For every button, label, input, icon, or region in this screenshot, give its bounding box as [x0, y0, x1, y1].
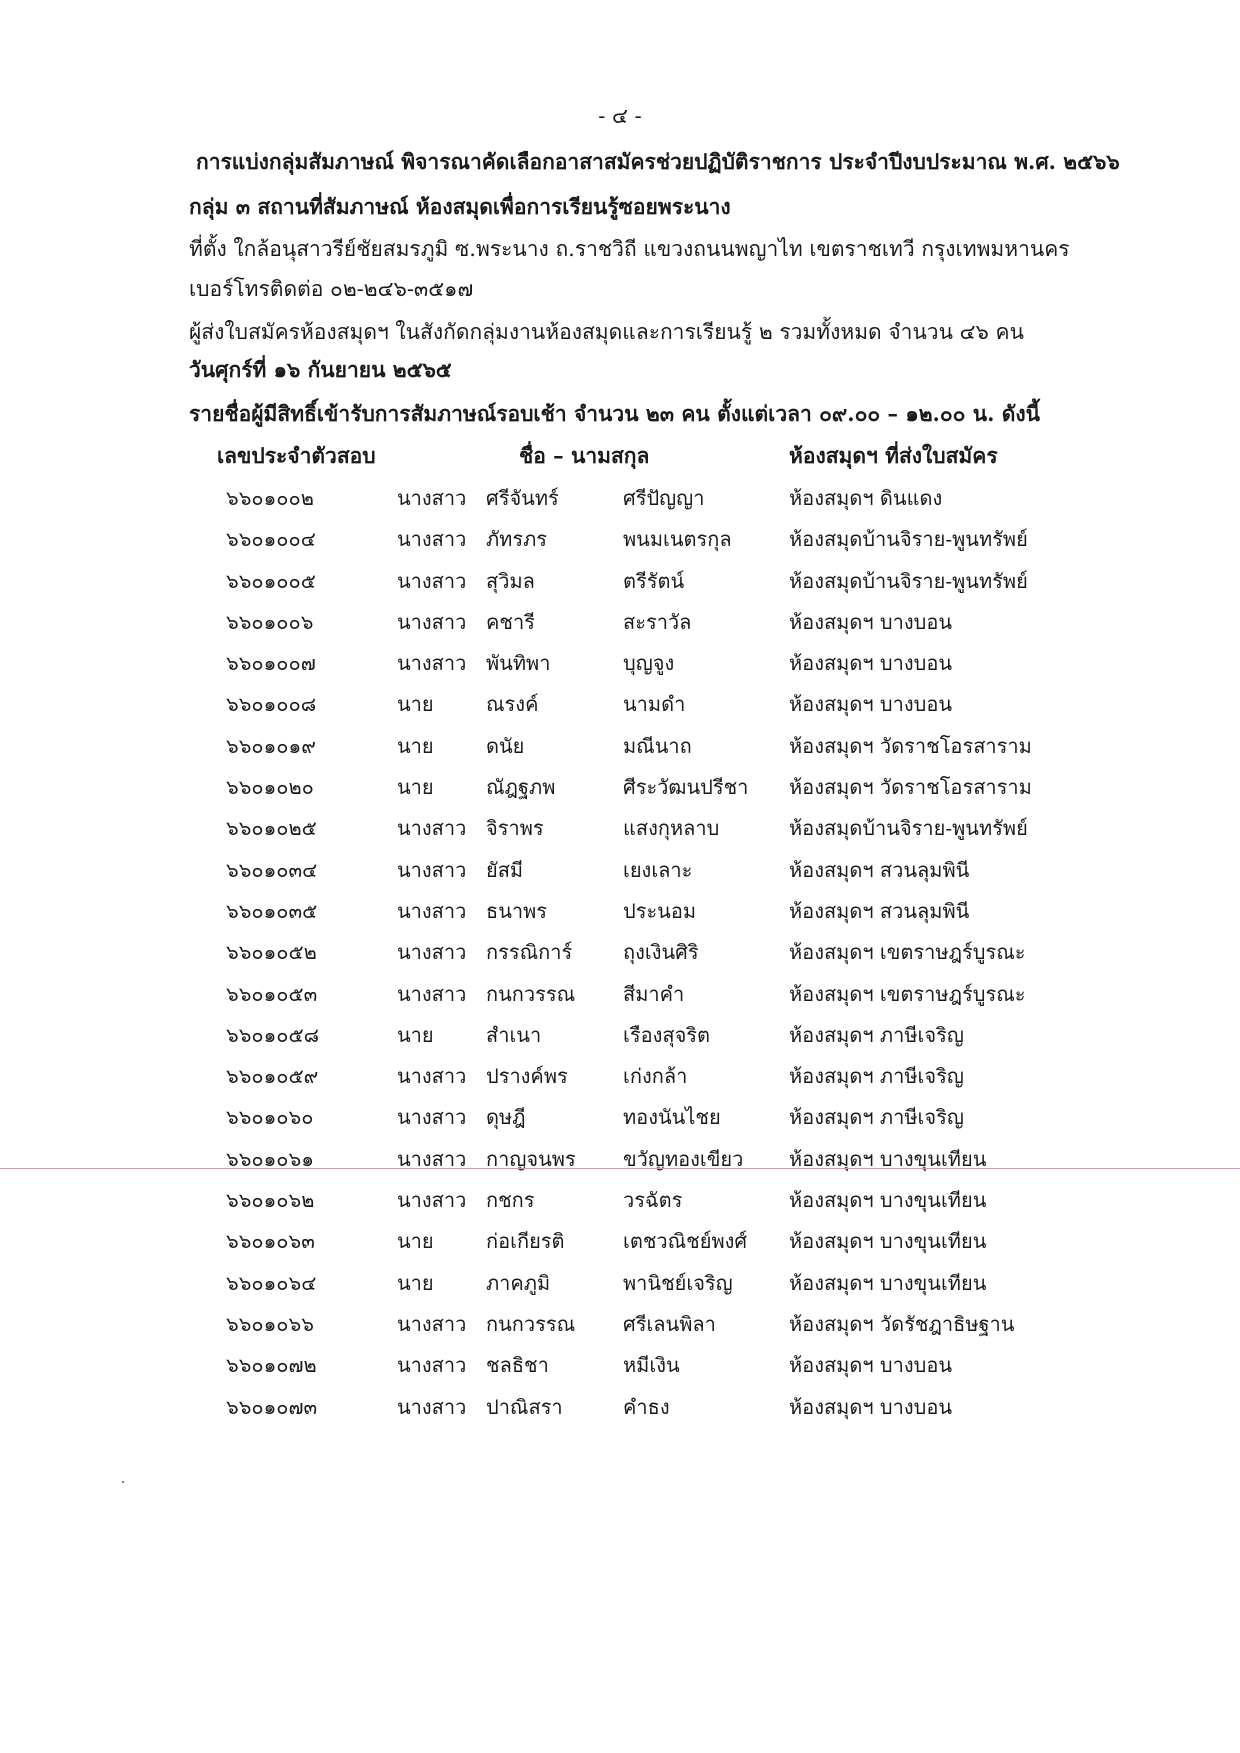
- table-row: [0, 1308, 1240, 1349]
- title-cell: นางสาว: [397, 1353, 467, 1378]
- last-name-cell: ทองนันไชย: [623, 1105, 721, 1130]
- title-cell: นางสาว: [397, 486, 467, 510]
- exam-id-cell: ๖๖๐๑๐๖๔: [226, 1270, 317, 1295]
- first-name-cell: ยัสมี: [486, 857, 524, 882]
- first-name-cell: กาญจนพร: [486, 1146, 576, 1171]
- title-cell: นางสาว: [397, 1311, 467, 1336]
- exam-id-cell: ๖๖๐๑๐๕๘: [226, 1022, 320, 1047]
- page-number: - ๔ -: [598, 104, 642, 128]
- first-name-cell: กชกร: [486, 1188, 535, 1213]
- table-row: [0, 771, 1240, 812]
- title-cell: นางสาว: [397, 1146, 467, 1171]
- exam-id-cell: ๖๖๐๑๐๖๓: [226, 1229, 315, 1254]
- table-row: [0, 647, 1240, 688]
- last-name-cell: พนมเนตรกุล: [623, 527, 732, 552]
- group-heading: กลุ่ม ๓ สถานที่สัมภาษณ์ ห้องสมุดเพื่อการเรียนรู้ซอยพระนาง: [189, 194, 731, 219]
- table-row: [0, 854, 1240, 895]
- table-row: [0, 1143, 1240, 1184]
- title-cell: นางสาว: [397, 940, 467, 965]
- first-name-cell: สุวิมล: [486, 568, 535, 593]
- title-cell: นางสาว: [397, 651, 467, 676]
- first-name-cell: ณรงค์: [486, 692, 539, 717]
- first-name-cell: ชลธิชา: [486, 1353, 549, 1378]
- library-cell: ห้องสมุดบ้านจิราย-พูนทรัพย์: [789, 568, 1028, 593]
- title-cell: นาย: [397, 1270, 434, 1295]
- last-name-cell: เตชวณิชย์พงศ์: [623, 1229, 748, 1254]
- library-cell: ห้องสมุดฯ ภาษีเจริญ: [789, 1064, 964, 1089]
- applicants-text: ผู้ส่งใบสมัครห้องสมุดฯ ในสังกัดกลุ่มงานห้องสมุดและการเรียนรู้ ๒ รวมทั้งหมด จำนวน ๔๖ คน: [189, 320, 1024, 344]
- table-row: [0, 936, 1240, 977]
- first-name-cell: กนกวรรณ: [486, 981, 576, 1006]
- interview-date: วันศุกร์ที่ ๑๖ กันยายน ๒๕๖๕: [189, 357, 452, 382]
- library-cell: ห้องสมุดฯ บางบอน: [789, 1394, 952, 1419]
- table-row: [0, 523, 1240, 564]
- library-cell: ห้องสมุดฯ ดินแดง: [789, 486, 943, 510]
- exam-id-cell: ๖๖๐๑๐๐๗: [226, 651, 316, 676]
- scan-speck: [122, 1481, 124, 1483]
- last-name-cell: หมีเงิน: [623, 1353, 680, 1378]
- first-name-cell: พันทิพา: [486, 651, 551, 676]
- first-name-cell: ภาคภูมิ: [486, 1270, 551, 1295]
- table-row: [0, 1184, 1240, 1225]
- exam-id-cell: ๖๖๐๑๐๒๕: [226, 816, 317, 841]
- library-cell: ห้องสมุดฯ บางขุนเทียน: [789, 1146, 987, 1171]
- library-cell: ห้องสมุดฯ สวนลุมพินี: [789, 857, 970, 882]
- title-cell: นางสาว: [397, 857, 467, 882]
- title-cell: นาย: [397, 1229, 434, 1254]
- last-name-cell: ขวัญทองเขียว: [623, 1146, 744, 1171]
- table-row: [0, 606, 1240, 647]
- last-name-cell: แสงกุหลาบ: [623, 816, 720, 841]
- table-row: [0, 978, 1240, 1019]
- exam-id-cell: ๖๖๐๑๐๖๐: [226, 1105, 314, 1130]
- library-cell: ห้องสมุดฯ วัดราชโอรสาราม: [789, 733, 1032, 758]
- table-row: [0, 482, 1240, 523]
- phone-text: เบอร์โทรติดต่อ ๐๒-๒๔๖-๓๕๑๗: [189, 277, 474, 301]
- last-name-cell: ศีระวัฒนปรีชา: [623, 775, 749, 800]
- first-name-cell: ณัฎฐภพ: [486, 775, 556, 800]
- exam-id-cell: ๖๖๐๑๐๕๙: [226, 1064, 319, 1089]
- first-name-cell: ก่อเกียรติ: [486, 1229, 565, 1254]
- first-name-cell: คชารี: [486, 609, 535, 634]
- exam-id-cell: ๖๖๐๑๐๐๔: [226, 527, 316, 552]
- last-name-cell: ถุงเงินศิริ: [623, 940, 699, 965]
- exam-id-cell: ๖๖๐๑๐๐๒: [226, 486, 314, 510]
- title-cell: นางสาว: [397, 898, 467, 923]
- library-cell: ห้องสมุดฯ บางขุนเทียน: [789, 1270, 987, 1295]
- library-cell: ห้องสมุดฯ บางบอน: [789, 692, 952, 717]
- exam-id-cell: ๖๖๐๑๐๒๐: [226, 775, 314, 800]
- exam-id-cell: ๖๖๐๑๐๕๓: [226, 981, 318, 1006]
- library-cell: ห้องสมุดฯ เขตราษฎร์บูรณะ: [789, 981, 1026, 1006]
- library-cell: ห้องสมุดฯ บางบอน: [789, 1353, 952, 1378]
- exam-id-cell: ๖๖๐๑๐๖๖: [226, 1311, 314, 1336]
- last-name-cell: นามดำ: [623, 692, 686, 717]
- title-cell: นาย: [397, 775, 434, 800]
- last-name-cell: พานิชย์เจริญ: [623, 1270, 733, 1295]
- title-cell: นางสาว: [397, 1064, 467, 1089]
- last-name-cell: สะราวัล: [623, 609, 692, 634]
- exam-id-cell: ๖๖๐๑๐๗๒: [226, 1353, 317, 1378]
- table-row: [0, 812, 1240, 853]
- first-name-cell: ภัทรภร: [486, 527, 548, 552]
- header-library: ห้องสมุดฯ ที่ส่งใบสมัคร: [789, 443, 998, 468]
- first-name-cell: ศรีจันทร์: [486, 486, 559, 510]
- table-row: [0, 895, 1240, 936]
- exam-id-cell: ๖๖๐๑๐๑๙: [226, 733, 316, 758]
- last-name-cell: เรืองสุจริต: [623, 1022, 711, 1047]
- table-row: [0, 1225, 1240, 1266]
- last-name-cell: ตรีรัตน์: [623, 568, 685, 593]
- first-name-cell: ปรางค์พร: [486, 1064, 568, 1089]
- last-name-cell: บุญจูง: [623, 651, 675, 676]
- title-cell: นาย: [397, 692, 434, 717]
- exam-id-cell: ๖๖๐๑๐๐๖: [226, 609, 314, 634]
- session-heading: รายชื่อผู้มีสิทธิ์เข้ารับการสัมภาษณ์รอบเช้า จำนวน ๒๓ คน ตั้งแต่เวลา ๐๙.๐๐ – ๑๒.๐๐ น. ดังนี้: [189, 401, 1041, 426]
- library-cell: ห้องสมุดฯ เขตราษฎร์บูรณะ: [789, 940, 1026, 965]
- library-cell: ห้องสมุดฯ บางขุนเทียน: [789, 1188, 987, 1213]
- candidate-table: [0, 482, 1240, 1432]
- table-row: [0, 1267, 1240, 1308]
- last-name-cell: สีมาคำ: [623, 981, 685, 1006]
- last-name-cell: วรฉัตร: [623, 1188, 683, 1213]
- library-cell: ห้องสมุดฯ บางบอน: [789, 609, 952, 634]
- library-cell: ห้องสมุดฯ วัดรัชฎาธิษฐาน: [789, 1311, 1015, 1336]
- table-row: [0, 1019, 1240, 1060]
- exam-id-cell: ๖๖๐๑๐๕๒: [226, 940, 317, 965]
- library-cell: ห้องสมุดฯ ภาษีเจริญ: [789, 1105, 964, 1130]
- library-cell: ห้องสมุดฯ สวนลุมพินี: [789, 898, 970, 923]
- table-row: [0, 730, 1240, 771]
- exam-id-cell: ๖๖๐๑๐๖๑: [226, 1146, 314, 1171]
- exam-id-cell: ๖๖๐๑๐๗๓: [226, 1394, 318, 1419]
- first-name-cell: ธนาพร: [486, 898, 548, 923]
- header-full-name: ชื่อ – นามสกุล: [519, 443, 650, 468]
- table-row: [0, 1391, 1240, 1432]
- last-name-cell: ประนอม: [623, 898, 697, 923]
- library-cell: ห้องสมุดฯ บางขุนเทียน: [789, 1229, 987, 1254]
- last-name-cell: ศรีปัญญา: [623, 486, 705, 510]
- first-name-cell: สำเนา: [486, 1022, 542, 1047]
- table-row: [0, 1101, 1240, 1142]
- title-cell: นางสาว: [397, 1188, 467, 1213]
- last-name-cell: มณีนาถ: [623, 733, 692, 758]
- title-cell: นาย: [397, 1022, 434, 1047]
- table-row: [0, 1060, 1240, 1101]
- first-name-cell: ดุษฎี: [486, 1105, 526, 1130]
- title-cell: นางสาว: [397, 1394, 467, 1419]
- scan-artifact-line: [0, 1168, 1240, 1169]
- title-cell: นางสาว: [397, 609, 467, 634]
- last-name-cell: เยงเลาะ: [623, 857, 693, 882]
- title-cell: นางสาว: [397, 816, 467, 841]
- library-cell: ห้องสมุดบ้านจิราย-พูนทรัพย์: [789, 816, 1028, 841]
- library-cell: ห้องสมุดฯ ภาษีเจริญ: [789, 1022, 964, 1047]
- exam-id-cell: ๖๖๐๑๐๓๕: [226, 898, 318, 923]
- title-cell: นาย: [397, 733, 434, 758]
- document-title: การแบ่งกลุ่มสัมภาษณ์ พิจารณาคัดเลือกอาสาสมัครช่วยปฏิบัติราชการ ประจำปีงบประมาณ พ.ศ. ๒๕๖๖: [196, 149, 1120, 174]
- table-row: [0, 688, 1240, 729]
- exam-id-cell: ๖๖๐๑๐๐๘: [226, 692, 317, 717]
- last-name-cell: เก่งกล้า: [623, 1064, 688, 1089]
- exam-id-cell: ๖๖๐๑๐๓๔: [226, 857, 318, 882]
- library-cell: ห้องสมุดฯ วัดราชโอรสาราม: [789, 775, 1032, 800]
- title-cell: นางสาว: [397, 981, 467, 1006]
- last-name-cell: คำธง: [623, 1394, 670, 1419]
- library-cell: ห้องสมุดบ้านจิราย-พูนทรัพย์: [789, 527, 1028, 552]
- exam-id-cell: ๖๖๐๑๐๐๕: [226, 568, 316, 593]
- header-exam-id: เลขประจำตัวสอบ: [217, 443, 376, 468]
- exam-id-cell: ๖๖๐๑๐๖๒: [226, 1188, 315, 1213]
- title-cell: นางสาว: [397, 527, 467, 552]
- last-name-cell: ศรีเลนพิลา: [623, 1311, 716, 1336]
- title-cell: นางสาว: [397, 1105, 467, 1130]
- library-cell: ห้องสมุดฯ บางบอน: [789, 651, 952, 676]
- first-name-cell: กนกวรรณ: [486, 1311, 576, 1336]
- first-name-cell: จิราพร: [486, 816, 544, 841]
- table-row: [0, 1349, 1240, 1390]
- first-name-cell: กรรณิการ์: [486, 940, 573, 965]
- table-row: [0, 565, 1240, 606]
- first-name-cell: ดนัย: [486, 733, 525, 758]
- first-name-cell: ปาณิสรา: [486, 1394, 563, 1419]
- title-cell: นางสาว: [397, 568, 467, 593]
- location-text: ที่ตั้ง ใกล้อนุสาวรีย์ชัยสมรภูมิ ซ.พระนาง ถ.ราชวิถี แขวงถนนพญาไท เขตราชเทวี กรุงเทพมหานคร: [189, 237, 1070, 261]
